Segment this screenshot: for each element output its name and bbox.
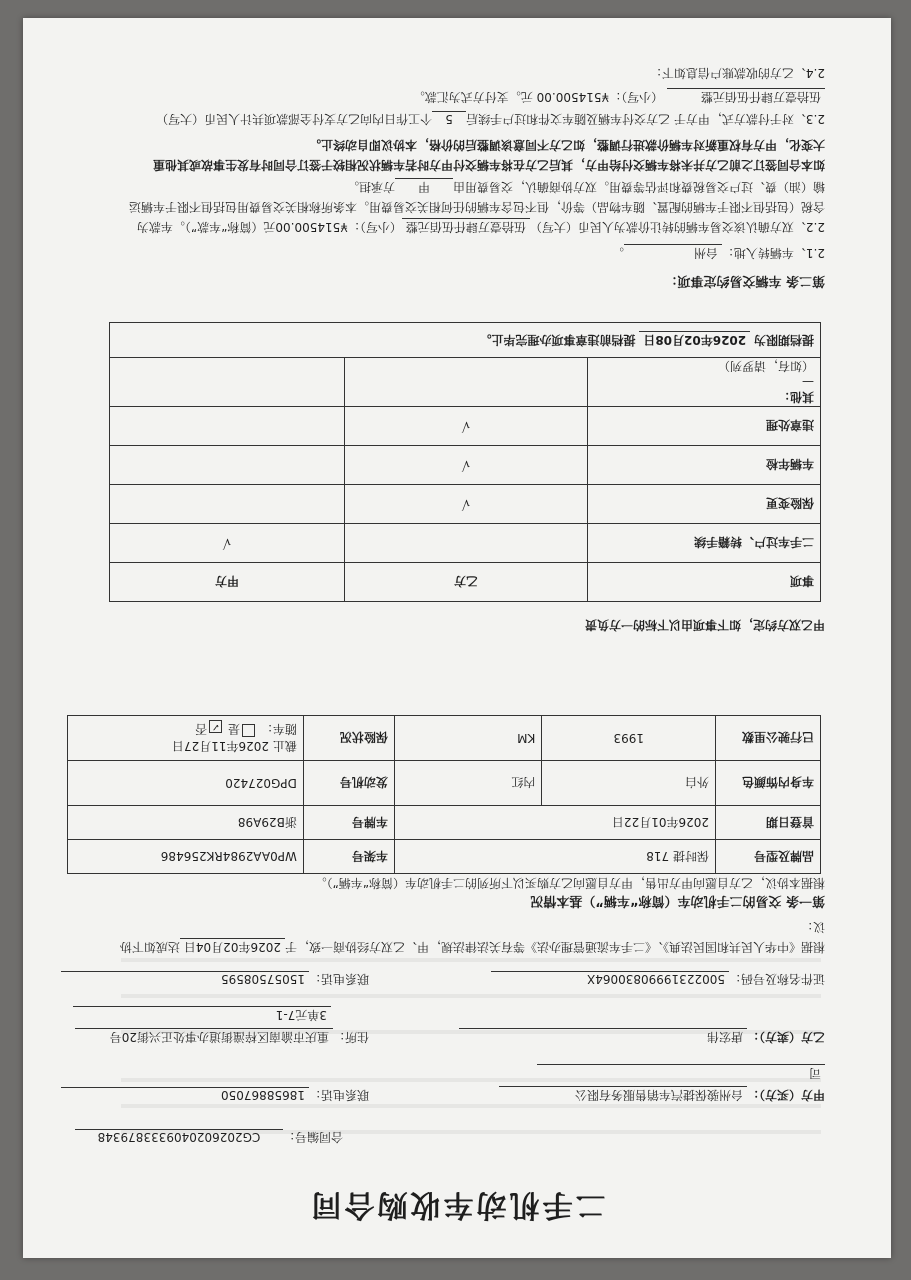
row-party-b: √ <box>345 407 588 446</box>
vehicle-info-table <box>67 715 821 874</box>
clause-2-4: 2.4、乙方的收款账户信息如下： <box>649 66 825 80</box>
responsibility-intro: 甲乙双方约定，如下事项由以下标的一方负责 <box>584 618 825 632</box>
clause-2-2-bold2: 大变化，甲方有权重新对车辆价款进行调整，如乙方不同意该调整后的价格，本协议即自动终止。 <box>308 138 825 152</box>
header-party-b: 乙方 <box>345 563 588 602</box>
insurance-label: 保险状况 <box>303 716 394 761</box>
party-b-address: 住所：重庆市渝南区梓潼街道办事处正兴街20号 <box>75 1028 369 1046</box>
article-1-title: 第一条 交易的二手机动车（简称“车辆”）基本情况 <box>530 893 825 908</box>
party-a-name-cont: 司 <box>537 1064 825 1082</box>
row-party-b: √ <box>345 446 588 485</box>
row-party-a <box>110 485 345 524</box>
brand-value: 保时捷 718 <box>394 840 715 874</box>
preamble: 根据《中华人民共和国民法典》、《二手车流通管理办法》等有关法律法规，甲、乙双方经协商一致，于2026年02月04日达成如下协 <box>119 940 825 954</box>
engine-value: DPG027420 <box>68 761 304 806</box>
insurance-until: 截止 2026年11月27日 <box>171 739 297 754</box>
mileage-unit: KM <box>394 716 542 761</box>
party-b-phone: 联系电话：15057508595 <box>61 971 369 988</box>
party-a-line: 甲方（买方）：台州骏保捷汽车销售服务有限公 <box>499 1086 825 1104</box>
header-party-a: 甲方 <box>110 563 345 602</box>
row-item: 车辆年检 <box>588 446 821 485</box>
row-party-b <box>345 524 588 563</box>
clause-2-2: 2.2、双方确认该交易车辆的转让价款为人民币（大写）伍拾壹万肆仟伍佰元整（小写）：¥514500.00元（简称“车款”）。车款为 <box>136 220 825 234</box>
table-row <box>110 358 821 407</box>
deadline-row: 提档期限为 2026年02月08日 提档前违章事项办理完毕止。 <box>110 323 821 358</box>
table-row <box>110 524 821 563</box>
brand-label: 品牌及型号 <box>716 840 821 874</box>
table-row <box>68 840 821 874</box>
party-b-address-cont: 3单元7-1 <box>73 1006 331 1024</box>
no-checkbox[interactable]: ✓ <box>209 721 222 734</box>
contract-sheet <box>23 18 891 1258</box>
responsibility-table <box>109 322 821 602</box>
contract-number: 合同编号：CG2026020409333879348 <box>75 1129 343 1146</box>
table-row <box>110 446 821 485</box>
mileage-label: 已行驶公里数 <box>716 716 821 761</box>
vin-label: 车架号 <box>303 840 394 874</box>
insurance-with-car: 随车： 是 ✓否 <box>195 721 297 737</box>
preamble-end: 议： <box>800 920 825 934</box>
yes-checkbox[interactable] <box>242 725 255 738</box>
article-1-intro: 根据本协议，乙方自愿向甲方出售，甲方自愿向乙方购买以下所列的二手机动车（简称“车辆”）。 <box>314 876 825 890</box>
engine-label: 发动机号 <box>303 761 394 806</box>
interior-color: 内红 <box>394 761 542 806</box>
clause-2-2-bold1: 如本合同签订之前乙方并未将车辆交付给甲方，其后乙方在将车辆交付甲方时若车辆状况相较于签订合同时有发生事故或其他重 <box>152 158 825 172</box>
row-party-a: √ <box>110 524 345 563</box>
header-item: 事项 <box>588 563 821 602</box>
clause-2-3-line2: 伍拾壹万肆仟伍佰元整 （小写）：¥514500.00 元。支付方式为汇款。 <box>413 88 825 106</box>
reg-date-label: 首登日期 <box>716 806 821 840</box>
plate-value: 浙B29A98 <box>68 806 304 840</box>
clause-2-1: 2.1、车辆转入地：台州。 <box>611 246 825 260</box>
article-2-title: 第二条 车辆交易约定事项： <box>664 273 825 288</box>
row-item: 违章处理 <box>588 407 821 446</box>
party-a-phone: 联系电话：18658867050 <box>61 1087 369 1104</box>
clause-2-2-line3: 输（油）费、过户交易税费和评估等费用。双方协商确认，交易费用由甲方承担。 <box>346 180 825 194</box>
table-row <box>110 563 821 602</box>
mileage-value: 1993 <box>542 716 716 761</box>
table-row <box>110 485 821 524</box>
row-item: 保险变更 <box>588 485 821 524</box>
vin-value: WP0AA2984RK256486 <box>68 840 304 874</box>
clause-2-2-line2: 含税（包括但不限于车辆的配置、随车物品）等价，但不包含车辆的任何相关交易费用。本条所称相关交易费用包括但不限于车辆运 <box>128 200 825 214</box>
other-label: 其他： — （如有，请罗列） <box>588 358 821 407</box>
other-party-a <box>110 358 345 407</box>
row-party-b: √ <box>345 485 588 524</box>
table-row <box>68 806 821 840</box>
table-row <box>68 716 821 761</box>
other-party-b <box>345 358 588 407</box>
color-label: 车身内饰颜色 <box>716 761 821 806</box>
party-b-id: 证件名称及号码：50022319990830064X <box>491 971 825 988</box>
reg-date-value: 2026年01月22日 <box>394 806 715 840</box>
contract-title: 二手机动车收购合同 <box>308 1187 606 1222</box>
row-item: 二手车过户、转籍手续 <box>588 524 821 563</box>
insurance-value <box>68 716 304 761</box>
table-row <box>68 761 821 806</box>
plate-label: 车牌号 <box>303 806 394 840</box>
clause-2-3: 2.3、对于付款方式，甲方于 乙方交付车辆及随车文件和过户手续后5个工作日内向乙方支付全部款项共计人民币（大写） <box>156 112 825 126</box>
party-b-line: 乙方（卖方）：唐宏伟 <box>459 1028 825 1046</box>
row-party-a <box>110 446 345 485</box>
table-row <box>110 323 821 358</box>
row-party-a <box>110 407 345 446</box>
table-row <box>110 407 821 446</box>
exterior-color: 外白 <box>542 761 716 806</box>
